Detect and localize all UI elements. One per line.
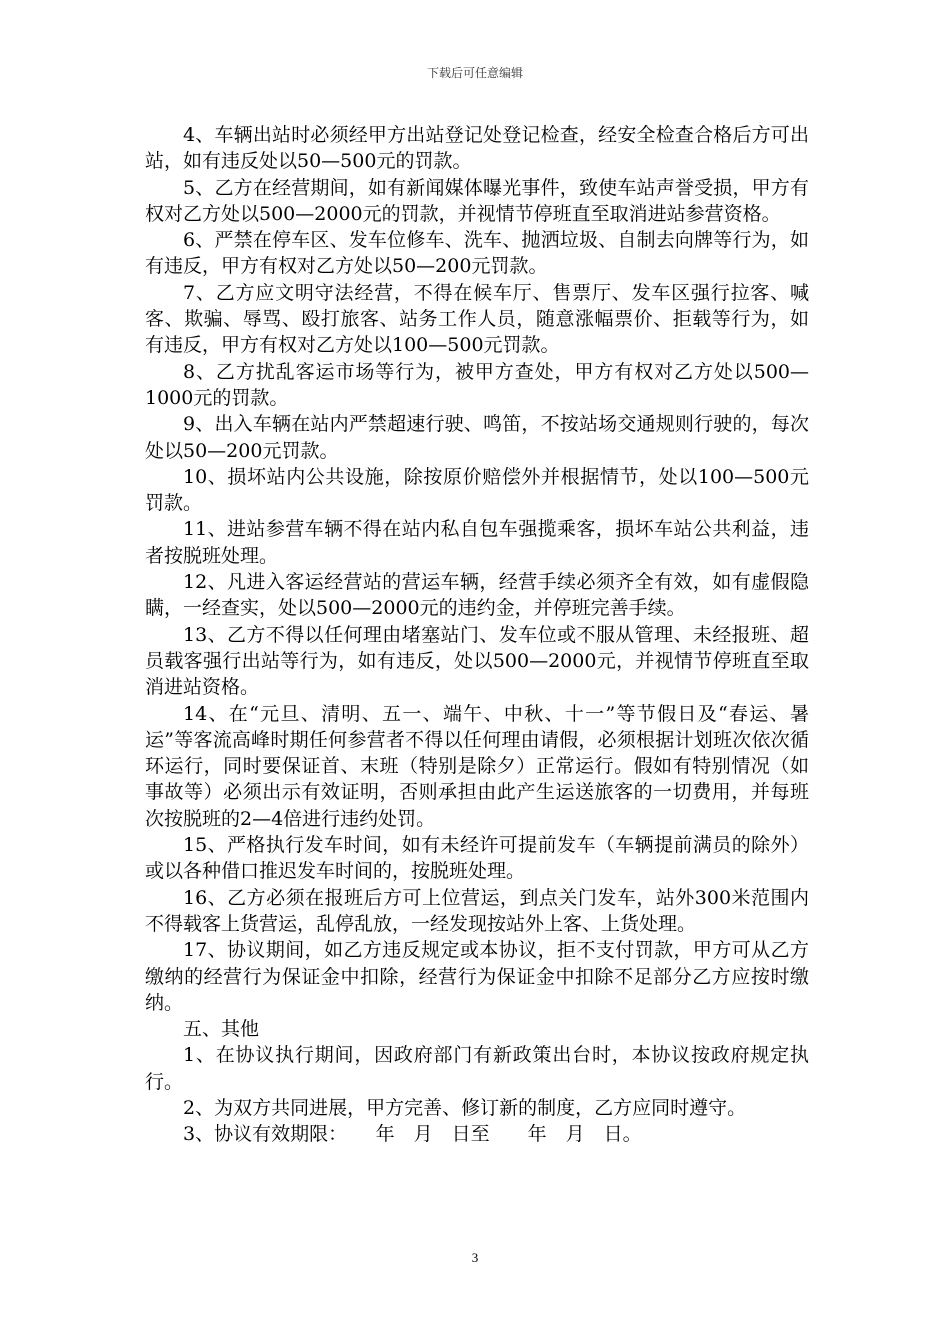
clause-paragraph: 6、严禁在停车区、发车位修车、洗车、抛洒垃圾、自制去向牌等行为，如有违反，甲方有权对乙方处以50—200元罚款。: [145, 229, 809, 278]
clause-paragraph: 14、在“元旦、清明、五一、端午、中秋、十一”等节假日及“春运、暑运”等客流高峰时期任何参营者不得以任何理由请假，必须根据计划班次依次循环运行，同时要保证首、末班（特别是除夕）正常运行。假如有特别情况（如事故等）必须出示有效证明，否则承担由此产生运送旅客的一切费用，并每班次按脱班的2—4倍进行违约处罚。: [145, 702, 809, 830]
clause-paragraph: 11、进站参营车辆不得在站内私自包车强揽乘客，损坏车站公共利益，违者按脱班处理。: [145, 518, 809, 567]
section-heading: 五、其他: [183, 1018, 260, 1041]
clause-paragraph: 10、损坏站内公共设施，除按原价赔偿外并根据情节，处以100—500元罚款。: [145, 465, 809, 515]
clause-paragraph: 1、在协议执行期间，因政府部门有新政策出台时，本协议按政府规定执行。: [145, 1044, 809, 1093]
clause-paragraph: 2、为双方共同进展，甲方完善、修订新的制度，乙方应同时遵守。: [183, 1096, 747, 1119]
clause-paragraph: 9、出入车辆在站内严禁超速行驶、鸣笛，不按站场交通规则行驶的，每次处以50—200元罚款。: [145, 413, 809, 462]
clause-paragraph: 4、车辆出站时必须经甲方出站登记处登记检查，经安全检查合格后方可出站，如有违反处以50—500元的罚款。: [145, 124, 809, 173]
page-number: 3: [471, 1250, 479, 1265]
clause-paragraph: 5、乙方在经营期间，如有新闻媒体曝光事件，致使车站声誉受损，甲方有权对乙方处以500—2000元的罚款，并视情节停班直至取消进站参营资格。: [145, 176, 809, 225]
clause-paragraph: 17、协议期间，如乙方违反规定或本协议，拒不支付罚款，甲方可从乙方缴纳的经营行为保证金中扣除，经营行为保证金中扣除不足部分乙方应按时缴纳。: [145, 939, 809, 1014]
clause-paragraph: 15、严格执行发车时间，如有未经许可提前发车（车辆提前满员的除外）或以各种借口推迟发车时间的，按脱班处理。: [145, 834, 809, 883]
page-header: 下载后可任意编辑: [426, 66, 523, 80]
clause-paragraph: 16、乙方必须在报班后方可上位营运，到点关门发车，站外300米范围内不得载客上货营运，乱停乱放，一经发现按站外上客、上货处理。: [145, 886, 809, 935]
clause-paragraph: 3、协议有效期限： 年 月 日至 年 月 日。: [183, 1123, 642, 1146]
clause-paragraph: 7、乙方应文明守法经营，不得在候车厅、售票厅、发车区强行拉客、喊客、欺骗、辱骂、殴打旅客、站务工作人员，随意涨幅票价、拒载等行为，如有违反，甲方有权对乙方处以100—500元罚款。: [145, 281, 809, 357]
clause-paragraph: 13、乙方不得以任何理由堵塞站门、发车位或不服从管理、未经报班、超员载客强行出站等行为，如有违反，处以500—2000元，并视情节停班直至取消进站资格。: [145, 623, 809, 699]
clause-paragraph: 8、乙方扰乱客运市场等行为，被甲方查处，甲方有权对乙方处以500—1000元的罚款。: [145, 360, 809, 409]
clause-paragraph: 12、凡进入客运经营站的营运车辆，经营手续必须齐全有效，如有虚假隐瞒，一经查实，处以500—2000元的违约金，并停班完善手续。: [145, 571, 809, 620]
document-body: [145, 122, 809, 1148]
